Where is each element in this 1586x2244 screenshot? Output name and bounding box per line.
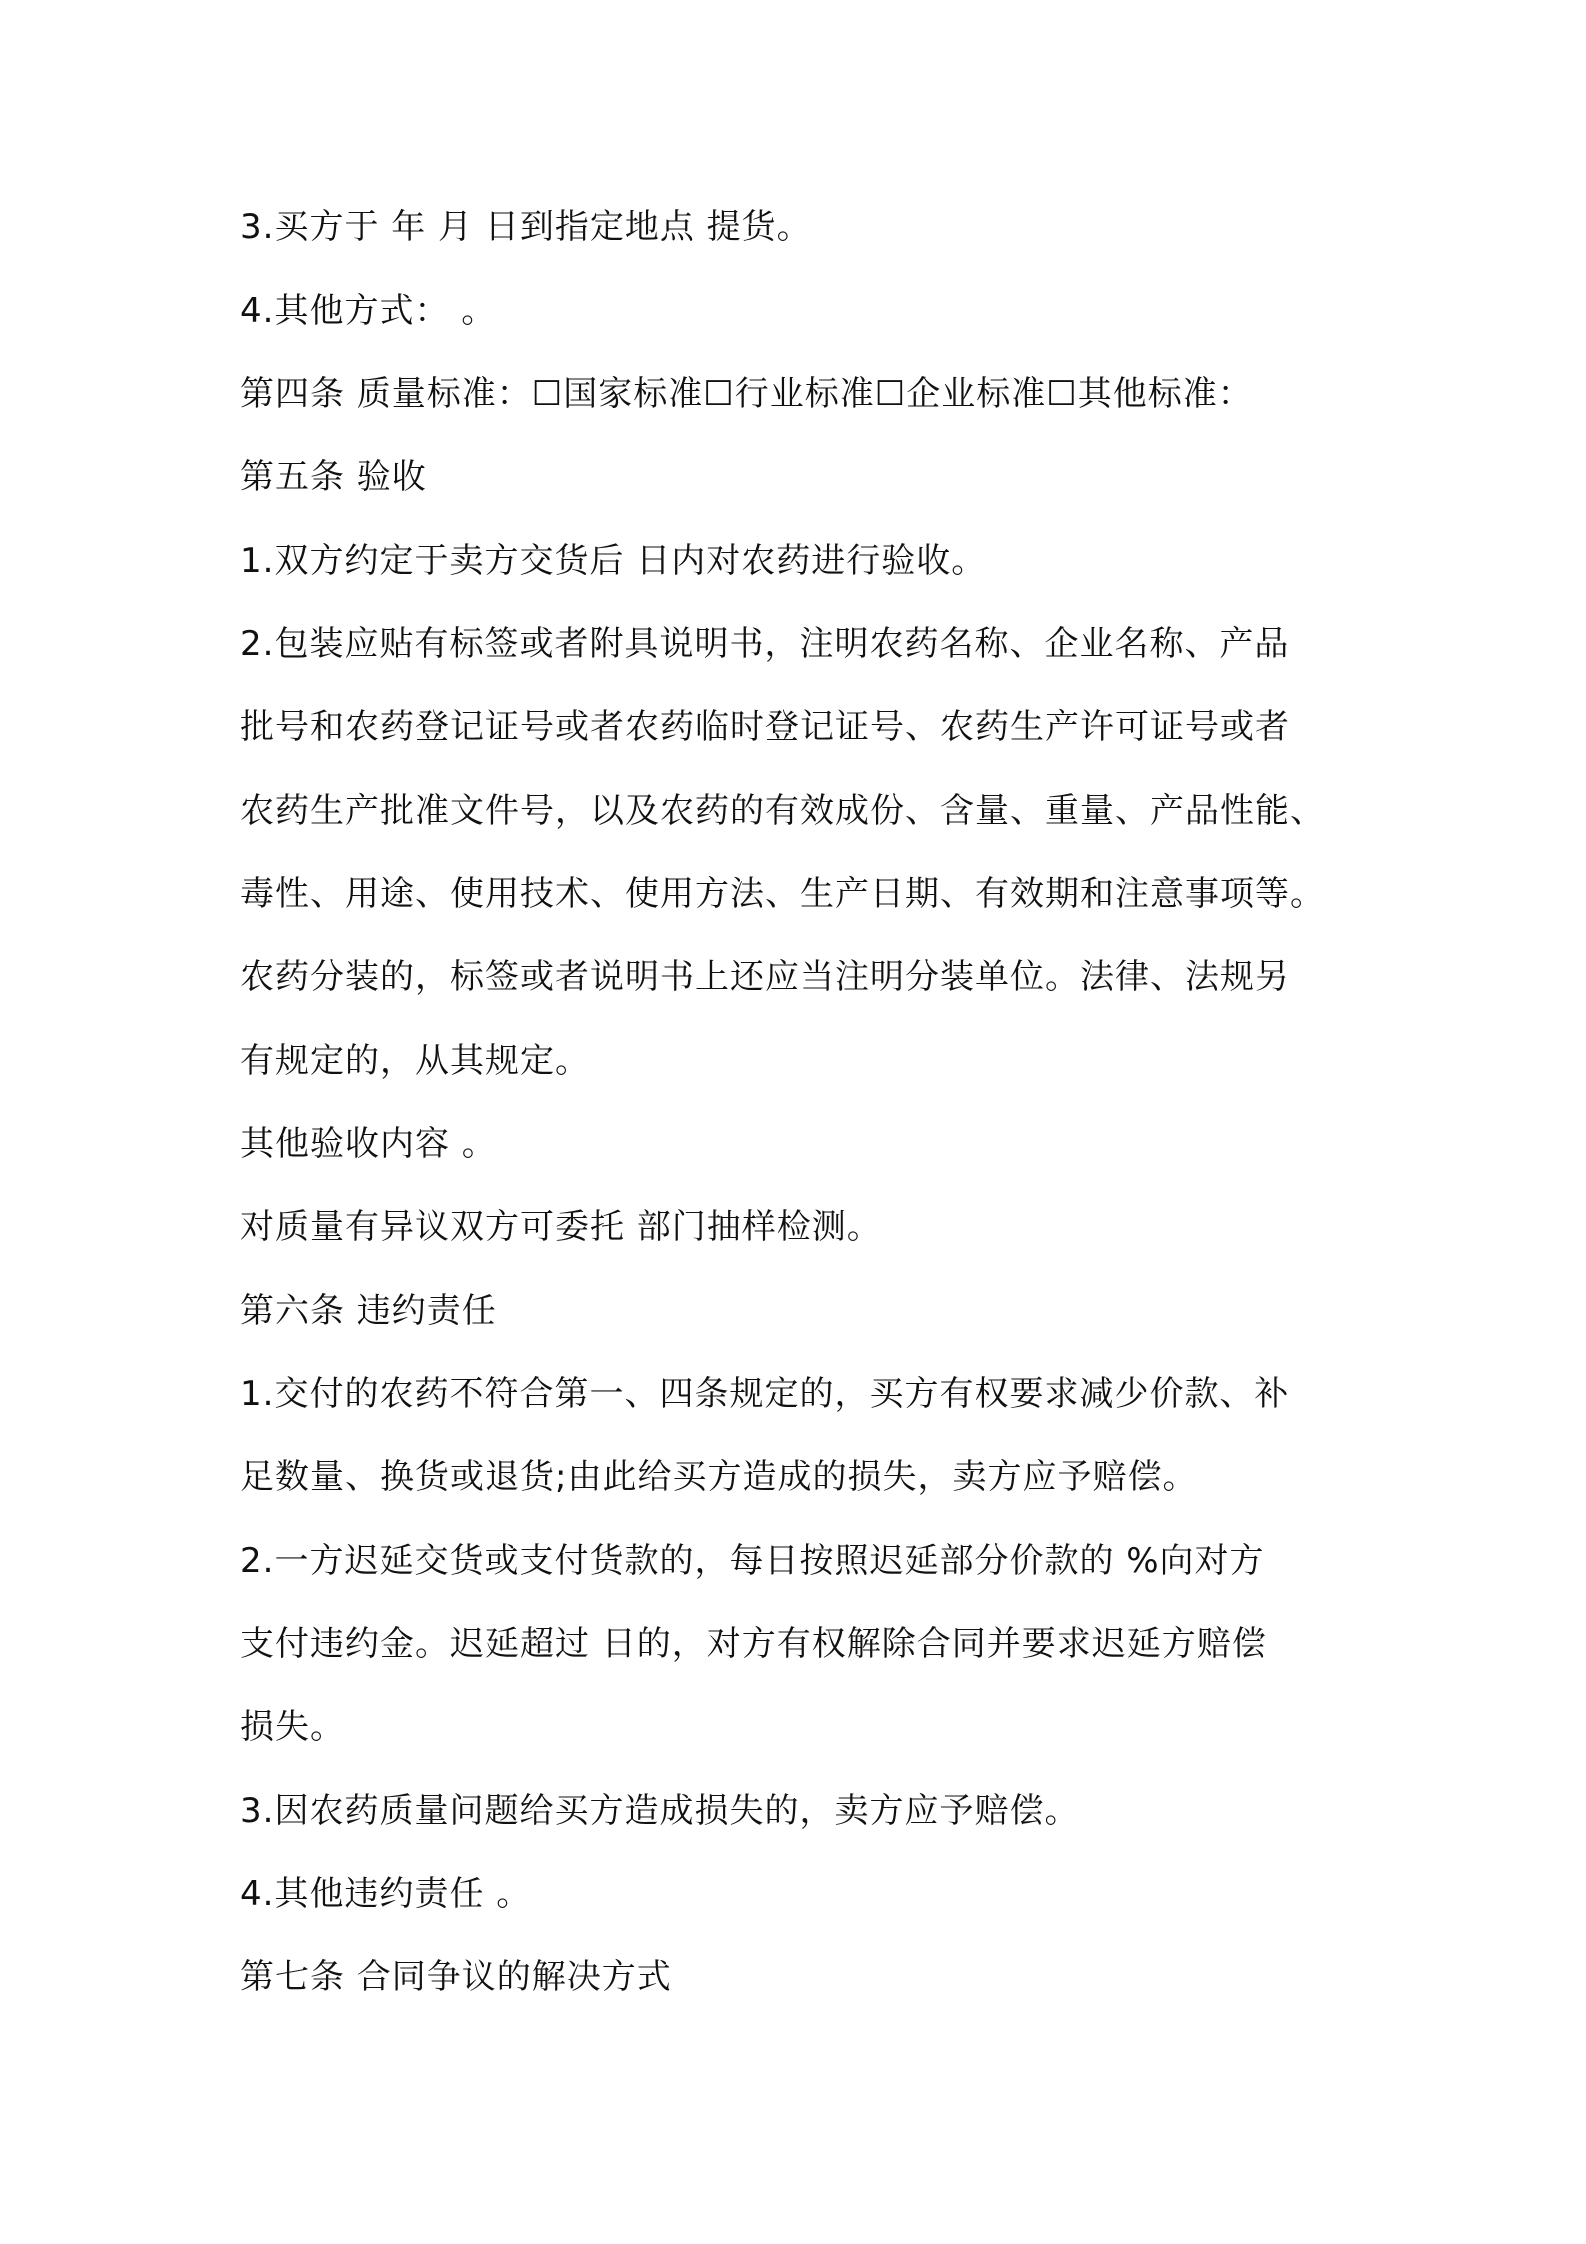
acceptance-item-2-line-3: 农药生产批准文件号，以及农药的有效成份、含量、重量、产品性能、 [240,791,1325,831]
article-4-quality-standard: 第四条 质量标准：☐国家标准☐行业标准☐企业标准☐其他标准： [240,374,1253,414]
acceptance-item-2-line-1: 2.包装应贴有标签或者附具说明书，注明农药名称、企业名称、产品 [240,624,1290,664]
clause-3-pickup-date: 3.买方于 年 月 日到指定地点 提货。 [240,207,812,247]
liability-item-2-line-1: 2.一方迟延交货或支付货款的，每日按照迟延部分价款的 %向对方 [240,1541,1265,1581]
liability-item-1-line-1: 1.交付的农药不符合第一、四条规定的，买方有权要求减少价款、补 [240,1374,1290,1414]
quality-dispute-testing: 对质量有异议双方可委托 部门抽样检测。 [240,1207,882,1247]
article-6-heading: 第六条 违约责任 [240,1291,497,1331]
acceptance-item-2-line-6: 有规定的，从其规定。 [240,1041,590,1081]
acceptance-item-1: 1.双方约定于卖方交货后 日内对农药进行验收。 [240,541,987,581]
liability-item-2-line-2: 支付违约金。迟延超过 日的，对方有权解除合同并要求迟延方赔偿 [240,1624,1267,1664]
liability-item-2-line-3: 损失。 [240,1707,345,1747]
acceptance-item-2-line-5: 农药分装的，标签或者说明书上还应当注明分装单位。法律、法规另 [240,957,1290,997]
acceptance-item-2-line-2: 批号和农药登记证号或者农药临时登记证号、农药生产许可证号或者 [240,707,1290,747]
liability-item-1-line-2: 足数量、换货或退货;由此给买方造成的损失，卖方应予赔偿。 [240,1457,1198,1497]
liability-item-3: 3.因农药质量问题给买方造成损失的，卖方应予赔偿。 [240,1791,1080,1831]
article-5-heading: 第五条 验收 [240,457,427,497]
liability-item-4: 4.其他违约责任 。 [240,1874,532,1914]
clause-4-other-method: 4.其他方式： 。 [240,291,497,331]
article-7-heading: 第七条 合同争议的解决方式 [240,1957,672,1997]
acceptance-item-2-line-4: 毒性、用途、使用技术、使用方法、生产日期、有效期和注意事项等。 [240,874,1325,914]
other-acceptance-content: 其他验收内容 。 [240,1124,497,1164]
